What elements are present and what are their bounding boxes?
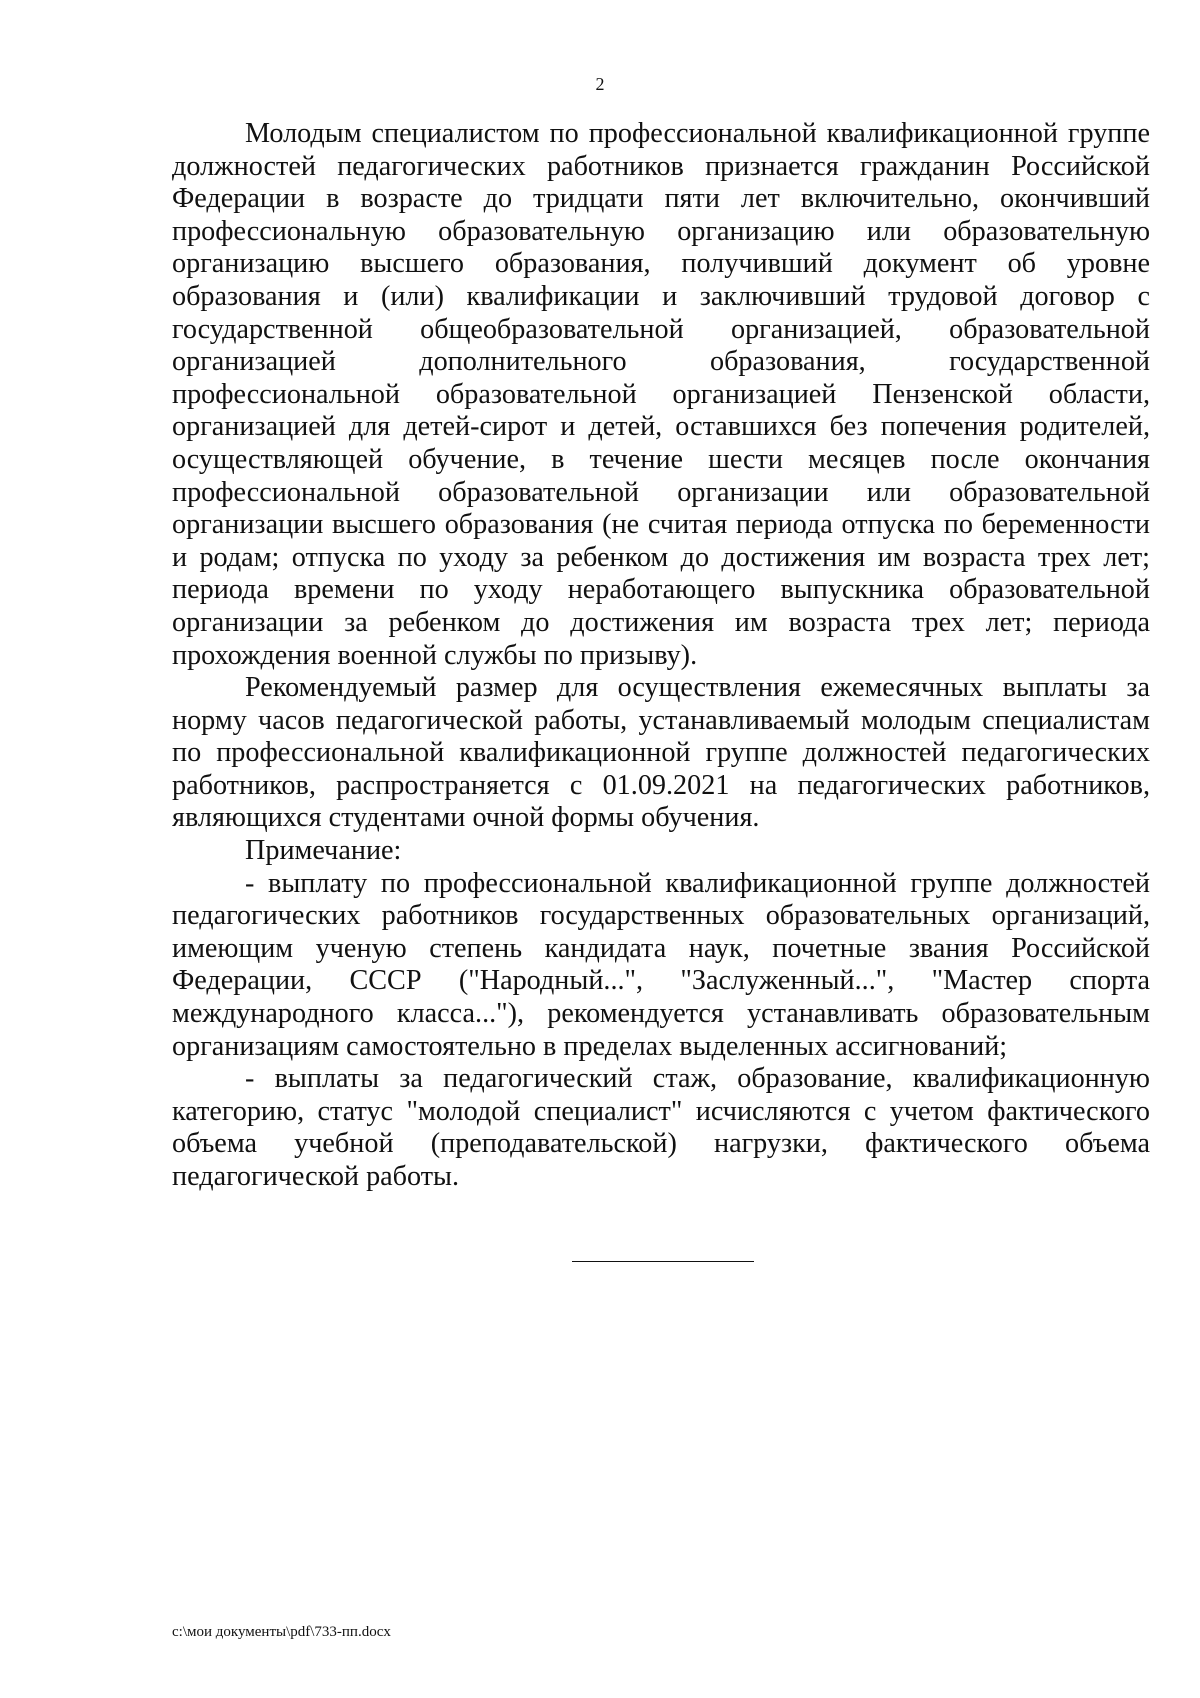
- page-number: 2: [595, 74, 605, 94]
- end-separator-line: [572, 1261, 754, 1262]
- paragraph-note-heading: Примечание:: [245, 835, 402, 867]
- footer-file-path: c:\мои документы\pdf\733-пп.docx: [172, 1624, 391, 1640]
- paragraph-recommended-payment: Рекомендуемый размер для осуществления ежемесячных выплаты за норму часов педагогической работы, устанавливаемый молодым специалистам по профессиональной квалификационной группе должностей педагогических работников, распространяется с 01.09.2021 на педагогических работников, являющихся студентами очной формы обучения.: [172, 672, 1150, 834]
- document-body: [172, 118, 1150, 1194]
- paragraph-young-specialist-definition: Молодым специалистом по профессиональной квалификационной группе должностей педагогических работников признается гражданин Российской Федерации в возрасте до тридцати пяти лет включительно, окончивший профессиональную образовательную организацию или образовательную организацию высшего образования, получивший документ об уровне образования и (или) квалификации и заключивший трудовой договор с государственной общеобразовательной организацией, образовательной организацией дополнительного образования, государственной профессиональной образовательной организацией Пензенской области, организацией для детей-сирот и детей, оставшихся без попечения родителей, осуществляющей обучение, в течение шести месяцев после окончания профессиональной образовательной организации или образовательной организации высшего образования (не считая периода отпуска по беременности и родам; отпуска по уходу за ребенком до достижения им возраста трех лет; периода времени по уходу неработающего выпускника образовательной организации за ребенком до достижения им возраста трех лет; периода прохождения военной службы по призыву).: [172, 118, 1150, 671]
- paragraph-note-item-1: - выплату по профессиональной квалификационной группе должностей педагогических работников государственных образовательных организаций, имеющим ученую степень кандидата наук, почетные звания Российской Федерации, СССР ("Народный...", "Заслуженный...", "Мастер спорта международного класса..."), рекомендуется устанавливать образовательным организациям самостоятельно в пределах выделенных ассигнований;: [172, 867, 1150, 1062]
- paragraph-note-item-2: - выплаты за педагогический стаж, образование, квалификационную категорию, статус "молодой специалист" исчисляются с учетом фактического объема учебной (преподавательской) нагрузки, фактического объема педагогической работы.: [172, 1063, 1150, 1192]
